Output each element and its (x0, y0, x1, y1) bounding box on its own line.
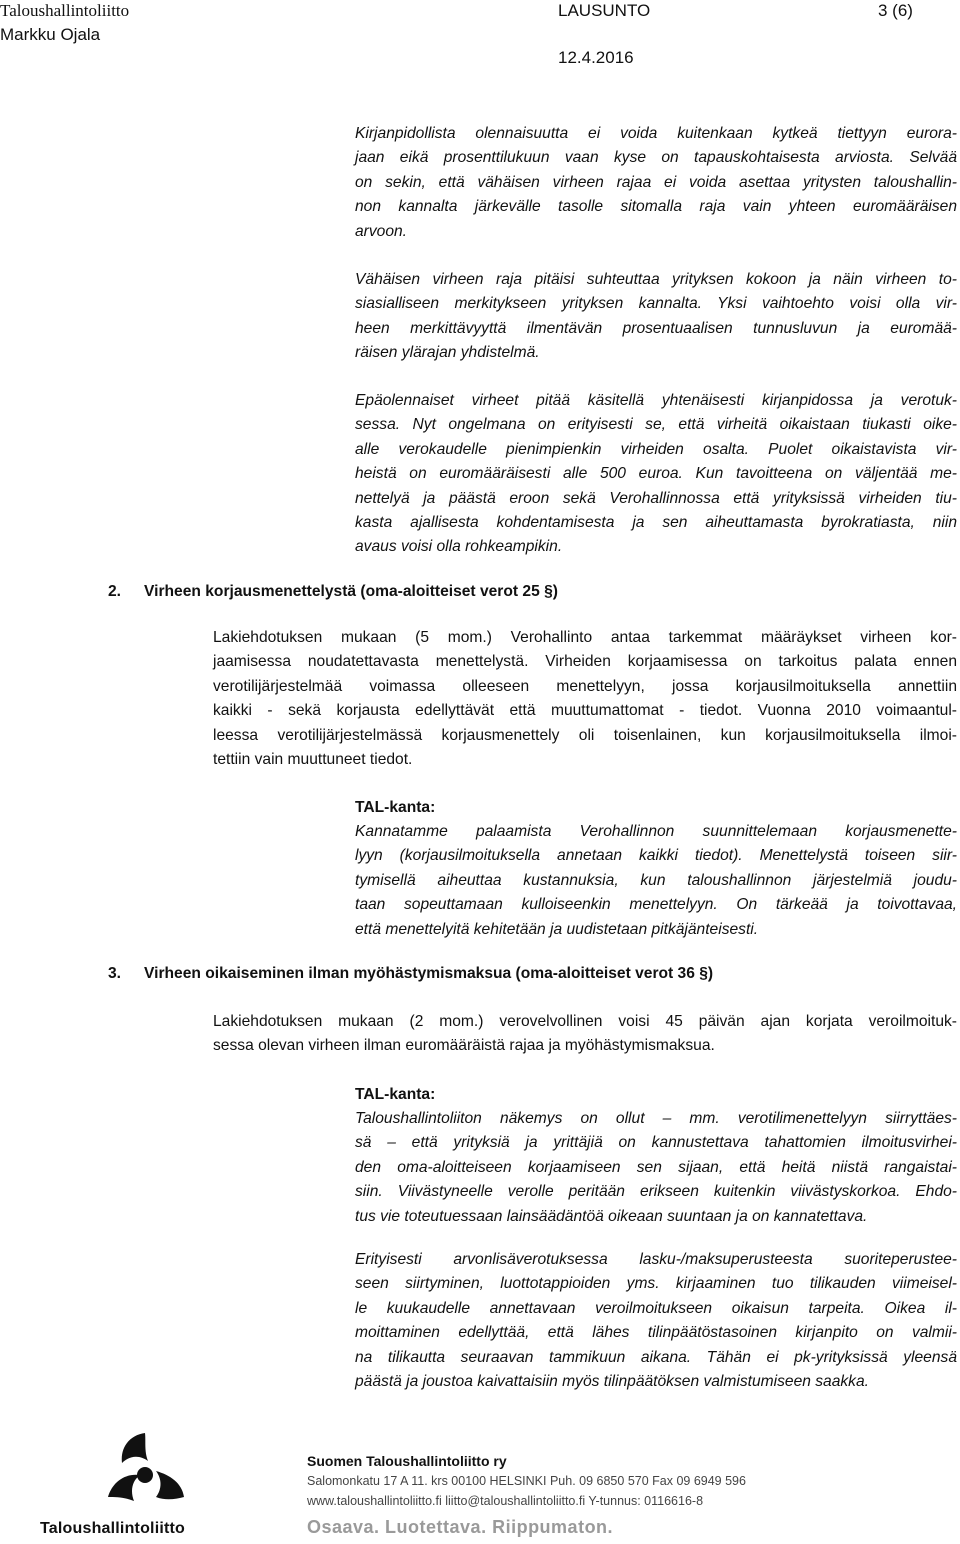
text-line: heen merkittävyyttä ilmentävän prosentuaalisen tunnusluvun ja euromää- (355, 319, 957, 337)
text-line: siin. Viivästyneelle verolle peritään erikseen kuitenkin viivästyskorkoa. Ehdo- (355, 1183, 957, 1201)
section-3-body (213, 1010, 957, 1059)
intro-paragraph-3 (355, 389, 957, 560)
section-2-heading (108, 580, 558, 604)
text-line: räisen ylärajan yhdistelmä. (355, 344, 540, 362)
text-line: heistä on euromääräisesti alle 500 euroa. Kun tavoitteena on väljentää me- (355, 465, 957, 483)
section-number: 3. (108, 965, 122, 982)
text-line: tettiin vain muuttuneet tiedot. (213, 751, 413, 769)
text-line: tymisellä aiheuttaa kustannuksia, kun taloushallinnon järjestelmiä joudu- (355, 871, 957, 889)
text-line: jaamisessa noudatettavasta menettelystä. Virheiden korjaamisessa on tarkoitus palata ennen (213, 653, 957, 671)
text-line: avaus voisi olla rohkeampikin. (355, 538, 563, 556)
header-org: Taloushallintoliitto (0, 1, 130, 20)
text-line: den oma-aloitteiseen korjaamiseen sen sijaan, että heitä niistä rangaistai- (355, 1158, 957, 1176)
text-line: että menettelyitä kehitetään ja uudistetaan pitkäjänteisesti. (355, 920, 759, 938)
text-line: moittaminen edellyttää, että lähes tilinpäätöstasoinen kirjanpito on valmii- (355, 1324, 957, 1342)
text-line: Epäolennaiset virheet pitää käsitellä yhtenäisesti kirjanpidossa ja verotuk- (355, 392, 957, 409)
text-line: päästä ja joustoa kaivattaisiin myös tilinpäätöksen valmistumiseen saakka. (355, 1373, 869, 1391)
text-line: le kuukaudelle annettavaan veroilmoitukseen oikaisun tarpeita. Oikea il- (355, 1299, 957, 1317)
footer-web-contact: www.taloushallintoliitto.fi liitto@taloushallintoliitto.fi Y-tunnus: 0116616-8 (307, 1494, 704, 1508)
text-line: taan sopeuttamaan kulloiseenkin menettelyyn. On tärkeää ja toivottavaa, (355, 896, 957, 914)
text-line: verotilijärjestelmää voimassa olleeseen menettelyyn, jossa korjausilmoituksella annettiin (213, 677, 957, 695)
text-line: non kannalta järkevälle tasolle sitomalla raja vain yhteen euromääräisen (355, 198, 957, 216)
organization-logo (90, 1425, 200, 1515)
text-line: Taloushallintoliiton näkemys on ollut – mm. verotilimenettelyyn siirryttäes- (355, 1110, 957, 1127)
text-line: leessa verotilijärjestelmässä korjausmenettely oli toisenlainen, kun korjausilmoituksella ilmoi- (213, 726, 957, 744)
text-line: kaikki - sekä korjausta edellyttävät että muuttumattomat - tiedot. Vuonna 2010 voimaantul- (213, 702, 957, 720)
text-line: sessa olevan virheen ilman euromääräistä rajaa ja myöhästymismaksua. (213, 1037, 715, 1055)
text-line: siasialliseen merkitykseen yrityksen kannalta. Yksi vaihtoehto voisi olla vir- (355, 295, 957, 313)
section-2-kanta (355, 820, 957, 942)
text-line: Kirjanpidollista olennaisuutta ei voida kuitenkaan kytkeä tiettyyn eurora- (355, 125, 957, 142)
section-3-kanta-2 (355, 1248, 957, 1394)
text-line: na tilikautta seuraavan tammikuun aikana. Tähän ei pk-yrityksissä yleensä (355, 1348, 957, 1366)
text-line: alle verokaudelle pienimpienkin virheiden osalta. Puolet oikaistavista vir- (355, 440, 957, 458)
header-author: Markku Ojala (0, 25, 101, 44)
section-2-kanta-label: TAL-kanta: (355, 799, 436, 816)
triskelion-logo-icon (90, 1425, 200, 1515)
text-line: arvoon. (355, 222, 408, 240)
header-date: 12.4.2016 (558, 48, 634, 67)
text-line: on sekin, että vähäisen virheen rajaa ei voida asettaa yritysten taloushallin- (355, 173, 957, 191)
intro-paragraph-1 (355, 122, 957, 244)
header-page-number: 3 (6) (878, 1, 913, 20)
text-line: Lakiehdotuksen mukaan (5 mom.) Verohallinto antaa tarkemmat määräykset virheen kor- (213, 629, 957, 646)
intro-paragraph-2 (355, 268, 957, 366)
text-line: Lakiehdotuksen mukaan (2 mom.) verovelvollinen voisi 45 päivän ajan korjata veroilmoituk- (213, 1013, 957, 1030)
text-line: sessa. Nyt ongelmana on erityisesti se, että virheitä oikaistaan tiukasti oike- (355, 416, 957, 434)
section-title: Virheen oikaiseminen ilman myöhästymismaksua (oma-aloitteiset verot 36 §) (144, 965, 714, 982)
text-line: lyyn (korjausilmoituksella annetaan kaikki tiedot). Menettelystä toiseen siir- (355, 847, 957, 865)
text-line: kasta ajallisesta kohdentamisesta ja sen aiheuttamasta byrokratiasta, niin (355, 514, 957, 532)
footer-org-name: Suomen Taloushallintoliitto ry (307, 1453, 507, 1469)
text-line: nettelyä ja päästä eroon sekä Verohallinnossa että yrityksissä virheiden tiu- (355, 489, 957, 507)
text-line: tus vie toteutuessaan lainsäädäntöä oikeaan suuntaan ja on kannatettava. (355, 1207, 868, 1225)
section-number: 2. (108, 583, 122, 600)
section-3-kanta (355, 1107, 957, 1229)
section-title: Virheen korjausmenettelystä (oma-aloitteiset verot 25 §) (144, 583, 558, 600)
text-line: Vähäisen virheen raja pitäisi suhteuttaa yrityksen kokoon ja näin virheen to- (355, 271, 957, 288)
section-3-heading (108, 962, 713, 986)
section-2-body (213, 626, 957, 772)
text-line: Kannatamme palaamista Verohallinnon suunnittelemaan korjausmenette- (355, 823, 957, 840)
text-line: jaan eikä prosenttilukuun vaan kyse on tapauskohtaisesta arviosta. Selvää (355, 149, 957, 167)
text-line: sä – että yrityksiä ja yrittäjiä on kannustettava tahattomien ilmoitusvirhei- (355, 1134, 957, 1152)
footer-brand: Taloushallintoliitto (40, 1520, 186, 1537)
text-line: seen siirtyminen, luottotappioiden yms. kirjaaminen tuo tilikauden viimeisel- (355, 1275, 957, 1293)
section-3-kanta-label: TAL-kanta: (355, 1086, 436, 1103)
header-doc-type: LAUSUNTO (558, 1, 651, 20)
text-line: Erityisesti arvonlisäverotuksessa lasku-/maksuperusteesta suoriteperustee- (355, 1251, 957, 1268)
footer-address: Salomonkatu 17 A 11. krs 00100 HELSINKI Puh. 09 6850 570 Fax 09 6949 596 (307, 1474, 746, 1488)
footer-slogan: Osaava. Luotettava. Riippumaton. (307, 1517, 614, 1537)
